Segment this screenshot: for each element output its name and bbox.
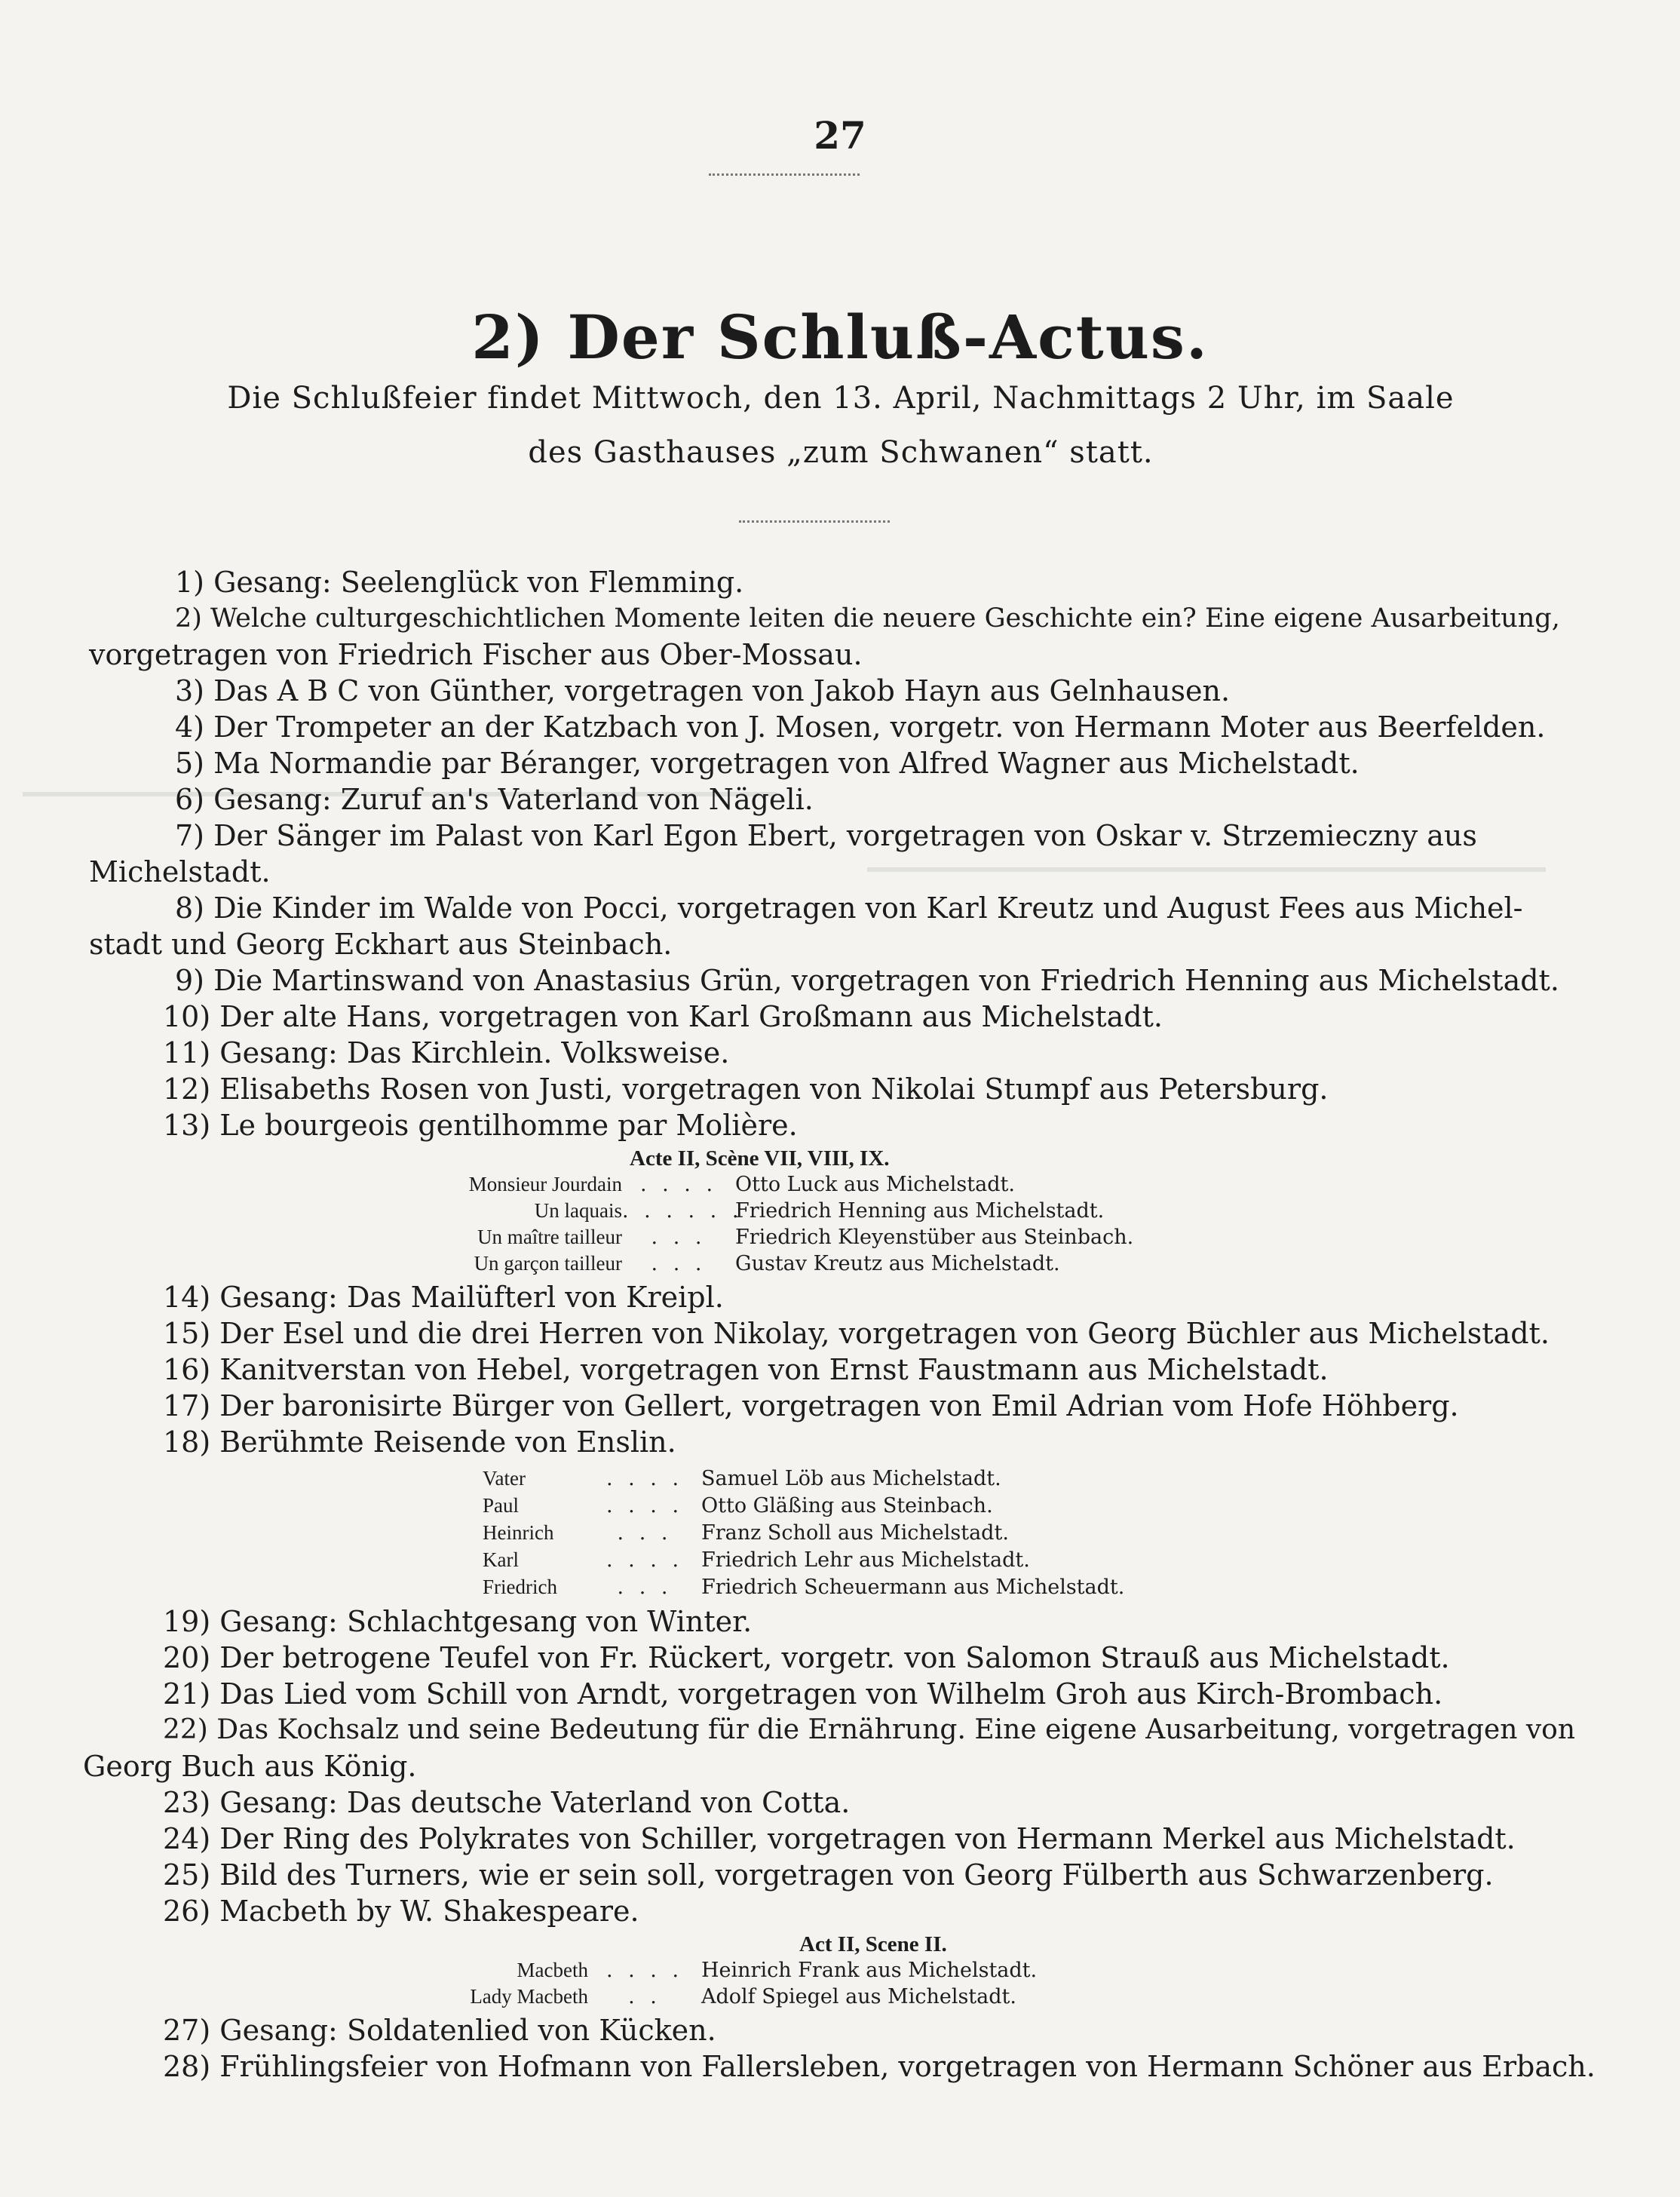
- program-item-continued: Michelstadt.: [89, 855, 271, 888]
- program-item: 17) Der baronisirte Bürger von Gellert, vorgetragen von Emil Adrian vom Hofe Höhberg.: [163, 1389, 1459, 1422]
- program-item: 7) Der Sänger im Palast von Karl Egon Ebert, vorgetragen von Oskar v. Strzemieczny aus: [175, 819, 1477, 852]
- program-item-continued: stadt und Georg Eckhart aus Steinbach.: [89, 928, 673, 961]
- cast-actor: Heinrich Frank aus Michelstadt.: [701, 1959, 1038, 1982]
- program-item: 5) Ma Normandie par Béranger, vorgetragen von Alfred Wagner aus Michelstadt.: [175, 747, 1360, 780]
- program-item: 26) Macbeth by W. Shakespeare.: [163, 1895, 639, 1928]
- ornament-rule: [739, 520, 890, 523]
- cast-role: Un garçon tailleur: [474, 1252, 622, 1275]
- cast-actor: Friedrich Henning aus Michelstadt.: [735, 1199, 1105, 1223]
- program-item: 8) Die Kinder im Walde von Pocci, vorgetragen von Karl Kreutz und August Fees aus Michel-: [175, 891, 1523, 925]
- act-scene-header: Acte II, Scène VII, VIII, IX.: [630, 1146, 890, 1171]
- ornament-rule: [709, 173, 860, 176]
- leader-dots: . . . .: [605, 1959, 684, 1982]
- cast-actor: Gustav Kreutz aus Michelstadt.: [735, 1252, 1060, 1275]
- program-item: 15) Der Esel und die drei Herren von Nikolay, vorgetragen von Georg Büchler aus Michelstadt.: [163, 1317, 1550, 1350]
- cast-role: Un maître tailleur: [477, 1226, 622, 1248]
- leader-dots: . . .: [617, 1576, 673, 1599]
- leader-dots: . . . .: [605, 1548, 684, 1572]
- cast-line: [381, 1226, 1133, 1249]
- program-item: 18) Berühmte Reisende von Enslin.: [163, 1425, 676, 1459]
- program-item: 16) Kanitverstan von Hebel, vorgetragen von Ernst Faustmann aus Michelstadt.: [163, 1353, 1329, 1386]
- intro-line: Die Schlußfeier findet Mittwoch, den 13. April, Nachmittags 2 Uhr, im Saale: [227, 381, 1455, 416]
- cast-actor: Samuel Löb aus Michelstadt.: [701, 1467, 1001, 1490]
- cast-line: [381, 1252, 1060, 1275]
- program-item: 19) Gesang: Schlachtgesang von Winter.: [163, 1605, 753, 1638]
- cast-line: [347, 1959, 1037, 1982]
- cast-actor: Friedrich Lehr aus Michelstadt.: [701, 1548, 1030, 1572]
- program-item: 21) Das Lied vom Schill von Arndt, vorgetragen von Wilhelm Groh aus Kirch-Brombach.: [163, 1677, 1443, 1711]
- cast-role: Lady Macbeth: [470, 1985, 588, 2008]
- program-item: 10) Der alte Hans, vorgetragen von Karl Großmann aus Michelstadt.: [163, 1000, 1163, 1033]
- program-item: 12) Elisabeths Rosen von Justi, vorgetragen von Nikolai Stumpf aus Petersburg.: [163, 1072, 1329, 1106]
- cast-actor: Otto Gläßing aus Steinbach.: [701, 1494, 993, 1517]
- cast-line: [483, 1576, 1124, 1599]
- cast-role: Vater: [483, 1467, 526, 1490]
- program-item: 13) Le bourgeois gentilhomme par Molière.: [163, 1109, 798, 1142]
- cast-line: [483, 1548, 1030, 1572]
- program-item: 1) Gesang: Seelenglück von Flemming.: [175, 566, 744, 599]
- cast-actor: Franz Scholl aus Michelstadt.: [701, 1521, 1009, 1545]
- program-item: 24) Der Ring des Polykrates von Schiller, vorgetragen von Hermann Merkel aus Michelstadt.: [163, 1822, 1516, 1855]
- program-item: 20) Der betrogene Teufel von Fr. Rückert, vorgetr. von Salomon Strauß aus Michelstadt.: [163, 1641, 1450, 1674]
- program-item: 4) Der Trompeter an der Katzbach von J. Mosen, vorgetr. von Hermann Moter aus Beerfelden.: [175, 710, 1546, 744]
- cast-actor: Adolf Spiegel aus Michelstadt.: [701, 1985, 1016, 2008]
- program-item-continued: Georg Buch aus König.: [83, 1750, 417, 1783]
- section-heading: 2) Der Schluß-Actus.: [471, 302, 1209, 373]
- program-item: 27) Gesang: Soldatenlied von Kücken.: [163, 2014, 716, 2047]
- leader-dots: . . .: [651, 1226, 707, 1249]
- program-item: 2) Welche culturgeschichtlichen Momente leiten die neuere Geschichte ein? Eine eigene Ausarbeitung,: [175, 603, 1560, 634]
- program-item: 9) Die Martinswand von Anastasius Grün, vorgetragen von Friedrich Henning aus Michelstadt.: [175, 964, 1559, 997]
- cast-line: [381, 1199, 1104, 1223]
- program-item: 25) Bild des Turners, wie er sein soll, vorgetragen von Georg Fülberth aus Schwarzenberg.: [163, 1858, 1494, 1892]
- program-item: 23) Gesang: Das deutsche Vaterland von Cotta.: [163, 1786, 851, 1819]
- cast-line: [381, 1173, 1015, 1196]
- cast-role: Monsieur Jourdain: [468, 1173, 622, 1195]
- program-item: 22) Das Kochsalz und seine Bedeutung für die Ernährung. Eine eigene Ausarbeitung, vorgetragen von: [163, 1714, 1576, 1745]
- cast-line: [483, 1521, 1009, 1545]
- cast-role: Friedrich: [483, 1576, 557, 1598]
- program-item: 3) Das A B C von Günther, vorgetragen von Jakob Hayn aus Gelnhausen.: [175, 674, 1231, 707]
- leader-dots: . . .: [651, 1252, 707, 1275]
- program-item: 28) Frühlingsfeier von Hofmann von Fallersleben, vorgetragen von Hermann Schöner aus Erbach.: [163, 2050, 1596, 2083]
- leader-dots: . .: [628, 1985, 661, 2008]
- cast-role: Karl: [483, 1548, 519, 1571]
- leader-dots: . . . .: [639, 1173, 718, 1196]
- cast-actor: Friedrich Scheuermann aus Michelstadt.: [701, 1576, 1125, 1599]
- leader-dots: . . . .: [605, 1467, 684, 1490]
- program-item: 6) Gesang: Zuruf an's Vaterland von Nägeli.: [175, 783, 814, 816]
- cast-role: Heinrich: [483, 1521, 554, 1544]
- cast-role: Un laquais: [534, 1199, 622, 1222]
- cast-actor: Friedrich Kleyenstüber aus Steinbach.: [735, 1226, 1134, 1249]
- cast-role: Paul: [483, 1494, 520, 1517]
- program-item-continued: vorgetragen von Friedrich Fischer aus Ober-Mossau.: [89, 638, 863, 671]
- act-scene-header: Act II, Scene II.: [799, 1932, 947, 1956]
- leader-dots: . . .: [617, 1521, 673, 1545]
- cast-line: [483, 1467, 1001, 1490]
- program-item: 11) Gesang: Das Kirchlein. Volksweise.: [163, 1036, 730, 1069]
- leader-dots: . . . . . .: [622, 1199, 743, 1223]
- cast-line: [347, 1985, 1016, 2008]
- program-item: 14) Gesang: Das Mailüfterl von Kreipl.: [163, 1281, 724, 1314]
- intro-line: des Gasthauses „zum Schwanen“ statt.: [528, 435, 1154, 470]
- cast-line: [483, 1494, 993, 1517]
- leader-dots: . . . .: [605, 1494, 684, 1517]
- page-number: 27: [814, 113, 866, 158]
- cast-actor: Otto Luck aus Michelstadt.: [735, 1173, 1015, 1196]
- cast-role: Macbeth: [517, 1959, 588, 1981]
